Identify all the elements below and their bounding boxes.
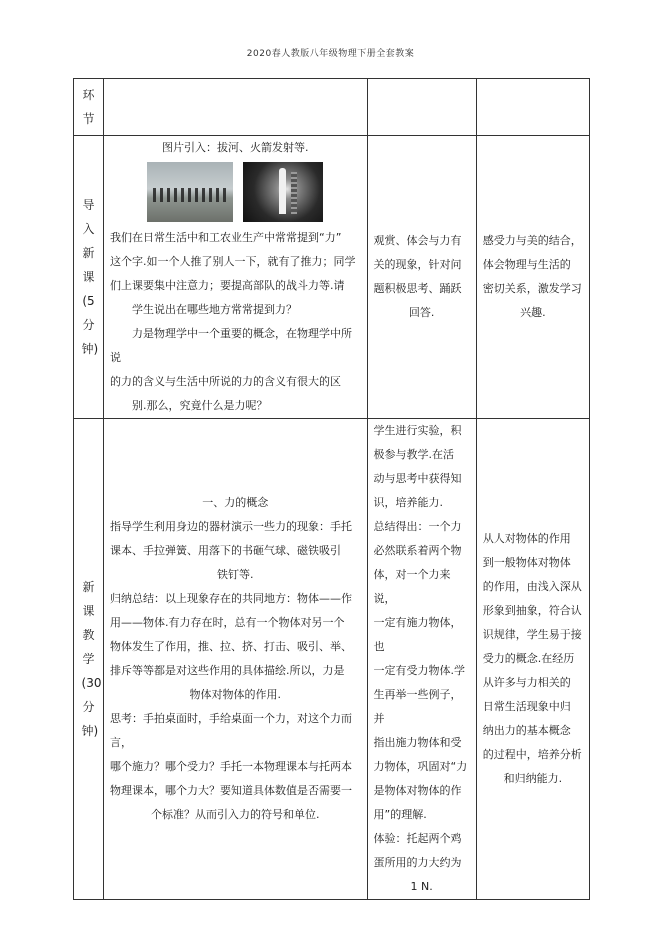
teacher-header-cell (104, 79, 368, 136)
new-stage-cell (74, 419, 104, 900)
new-teacher-cell (104, 419, 368, 900)
stage-char: (5 (82, 294, 95, 308)
new-lesson-row (74, 419, 590, 900)
new-intent-cell (476, 419, 589, 900)
intro-text-line: 的力的含义与生活中所说的力的含义有很大的区 (110, 375, 342, 388)
new-text-line: 课本、手拉弹簧、用落下的书砸气球、磁铁吸引 (110, 544, 342, 557)
new-text-line: 指导学生利用身边的器材演示一些力的现象：手托 (110, 520, 353, 533)
lesson-plan-table (73, 78, 590, 900)
stage-char: 教 (82, 628, 95, 642)
stage-char: 钟) (81, 724, 99, 738)
intent-line: 形象到抽象，符合认 (482, 604, 582, 617)
intro-text-line: 这个字.如一个人推了别人一下，就有了推力；同学 (110, 255, 356, 268)
stage-char: 学 (82, 652, 95, 666)
student-line: 动与思考中获得知 (373, 472, 462, 485)
intent-line: 日常生活现象中归 (482, 700, 571, 713)
intro-stage-label (81, 193, 99, 361)
student-line: 总结得出：一个力 (373, 520, 462, 533)
intro-text-line: 学生说出在哪些地方常常提到力？ (132, 303, 298, 316)
student-line: 体，对一个力来说， (373, 568, 451, 605)
new-text-line: 个标准？从而引入力的符号和单位. (151, 808, 320, 821)
intent-line: 纳出力的基本概念 (482, 724, 571, 737)
stage-char: 钟) (81, 342, 99, 356)
student-line: 一定有施力物体，也 (373, 616, 462, 653)
table-header-row (74, 79, 590, 136)
intro-photos (110, 162, 361, 222)
student-line: 观赏、体会与力有 (373, 234, 462, 247)
intent-line: 从人对物体的作用 (482, 532, 571, 545)
new-student-cell (367, 419, 476, 900)
intent-line: 识规律，学生易于接 (482, 628, 582, 641)
intro-text-line: 力是物理学中一个重要的概念，在物理学中所说 (110, 327, 353, 364)
intent-line: 兴趣. (520, 306, 546, 319)
intent-line: 到一般物体对物体 (482, 556, 571, 569)
stage-char: 课 (82, 604, 95, 618)
student-line: 学生进行实验，积 (373, 424, 462, 437)
student-line: 体验：托起两个鸡 (373, 832, 462, 845)
student-line: 必然联系着两个物 (373, 544, 462, 557)
stage-char: 环 (82, 88, 95, 102)
rocket-launch-photo (243, 162, 323, 222)
intent-line: 体会物理与生活的 (482, 258, 571, 271)
student-line: 回答. (408, 306, 435, 319)
intent-line: 和归纳能力. (503, 772, 563, 785)
stage-char: 新 (82, 246, 95, 260)
intro-stage-cell (74, 136, 104, 419)
new-text-line: 物体发生了作用，推、拉、挤、打击、吸引、举、 (110, 640, 353, 653)
new-text-line: 用——物体.有力存在时，总有一个物体对另一个 (110, 616, 345, 629)
intro-row (74, 136, 590, 419)
student-line: 生再举一些例子，并 (373, 688, 462, 725)
stage-char: 节 (82, 112, 95, 126)
stage-header-label (82, 83, 96, 131)
new-text-line: 铁钉等. (217, 568, 254, 581)
intent-line: 感受力与美的结合， (482, 234, 582, 247)
intent-header-cell (476, 79, 589, 136)
stage-char: (30 (81, 676, 102, 690)
stage-header-cell (74, 79, 104, 136)
new-text-line: 哪个施力？哪个受力？手托一本物理课本与托两本 (110, 760, 353, 773)
student-line: 关的现象，针对问 (373, 258, 462, 271)
intro-teacher-cell (104, 136, 368, 419)
intro-text-line: 们上课要集中注意力；要提高部队的战斗力等.请 (110, 279, 345, 292)
intent-line: 的过程中，培养分析 (482, 748, 582, 761)
new-text-line: 归纳总结：以上现象存在的共同地方：物体——作 (110, 592, 353, 605)
student-header-cell (367, 79, 476, 136)
student-line: 一定有受力物体.学 (373, 664, 466, 677)
stage-char: 新 (82, 580, 95, 594)
student-line: 蛋所用的力大约为 (373, 856, 462, 869)
intent-line: 的作用，由浅入深从 (482, 580, 582, 593)
student-line: 用”的理解. (373, 808, 427, 821)
intro-text-line: 我们在日常生活中和工农业生产中常常提到“力” (110, 231, 342, 244)
stage-char: 分 (82, 700, 95, 714)
stage-char: 课 (82, 270, 95, 284)
page-header: 2020春人教版八年级物理下册全套教案 (246, 49, 415, 59)
student-line: 题积极思考、踊跃 (373, 282, 462, 295)
intent-line: 从许多与力相关的 (482, 676, 571, 689)
new-stage-label (81, 575, 102, 743)
student-line: 1 N. (410, 880, 433, 893)
tug-of-war-photo (147, 162, 233, 222)
student-line: 识，培养能力. (373, 496, 444, 509)
intent-line: 受力的概念.在经历 (482, 652, 575, 665)
student-line: 指出施力物体和受 (373, 736, 462, 749)
intro-student-cell (367, 136, 476, 419)
student-line: 极参与教学.在活 (373, 448, 455, 461)
student-line: 是物体对物体的作 (373, 784, 462, 797)
stage-char: 入 (82, 222, 95, 236)
new-text-line: 物体对物体的作用. (189, 688, 282, 701)
new-text-line: 物理课本，哪个力大？要知道具体数值是否需要一 (110, 784, 353, 797)
stage-char: 导 (82, 198, 95, 212)
student-line: 力物体，巩固对“力 (373, 760, 468, 773)
stage-char: 分 (82, 318, 95, 332)
intro-text-line: 别.那么，究竟什么是力呢？ (132, 399, 268, 412)
picture-intro-line: 图片引入：拔河、火箭发射等. (162, 141, 309, 154)
new-text-line: 排斥等等都是对这些作用的具体描绘.所以，力是 (110, 664, 345, 677)
intro-intent-cell (476, 136, 589, 419)
new-text-line: 思考：手拍桌面时，手给桌面一个力，对这个力而言， (110, 712, 353, 749)
intent-line: 密切关系，激发学习 (482, 282, 582, 295)
section-title: 一、力的概念 (202, 496, 269, 509)
